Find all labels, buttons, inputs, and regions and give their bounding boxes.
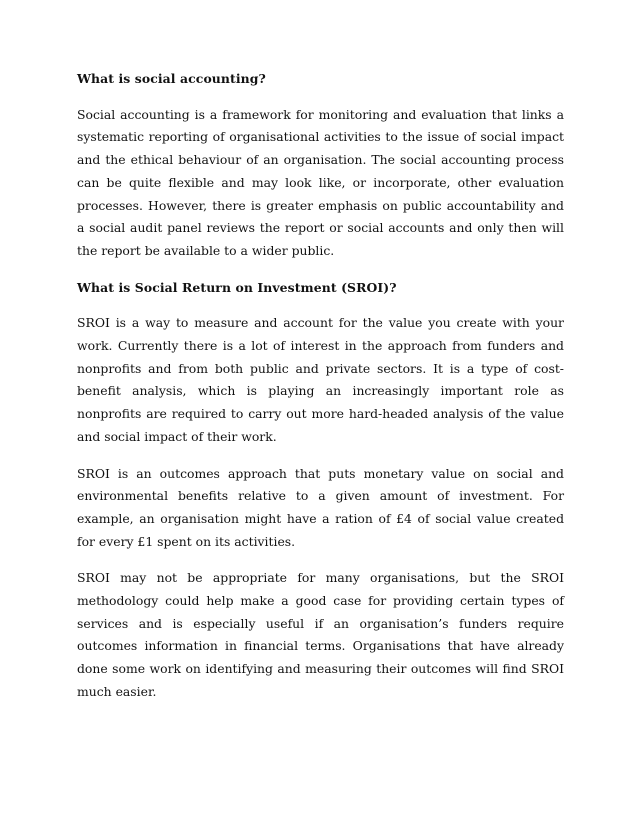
paragraph: SROI is a way to measure and account for the value you create with your work. Currently there is a lot of interest in the approach from funders and nonprofits and from both public and private sectors. It is a type of cost-benefit analysis, which is playing an increasingly important role as nonprofits are required to carry out more hard-headed analysis of the value and social impact of their work. [77, 315, 564, 444]
section-sroi [77, 277, 564, 704]
section-social-accounting [77, 68, 564, 263]
document-page [77, 68, 564, 718]
section-heading: What is Social Return on Investment (SROI)? [77, 279, 397, 295]
section-heading: What is social accounting? [77, 71, 266, 86]
paragraph: SROI is an outcomes approach that puts monetary value on social and environmental benefits relative to a given amount of investment. For example, an organisation might have a ration of £4 of social value created for every £1 spent on its activities. [77, 465, 564, 549]
paragraph: SROI may not be appropriate for many organisations, but the SROI methodology could help make a good case for providing certain types of services and is especially useful if an organisation’s funders require outcomes information in financial terms. Organisations that have already done some work on identifying and measuring their outcomes will find SROI much easier. [77, 570, 564, 699]
paragraph: Social accounting is a framework for monitoring and evaluation that links a systematic reporting of organisational activities to the issue of social impact and the ethical behaviour of an organisation. The social accounting process can be quite flexible and may look like, or incorporate, other evaluation processes. However, there is greater emphasis on public accountability and a social audit panel reviews the report or social accounts and only then will the report be available to a wider public. [77, 106, 564, 258]
